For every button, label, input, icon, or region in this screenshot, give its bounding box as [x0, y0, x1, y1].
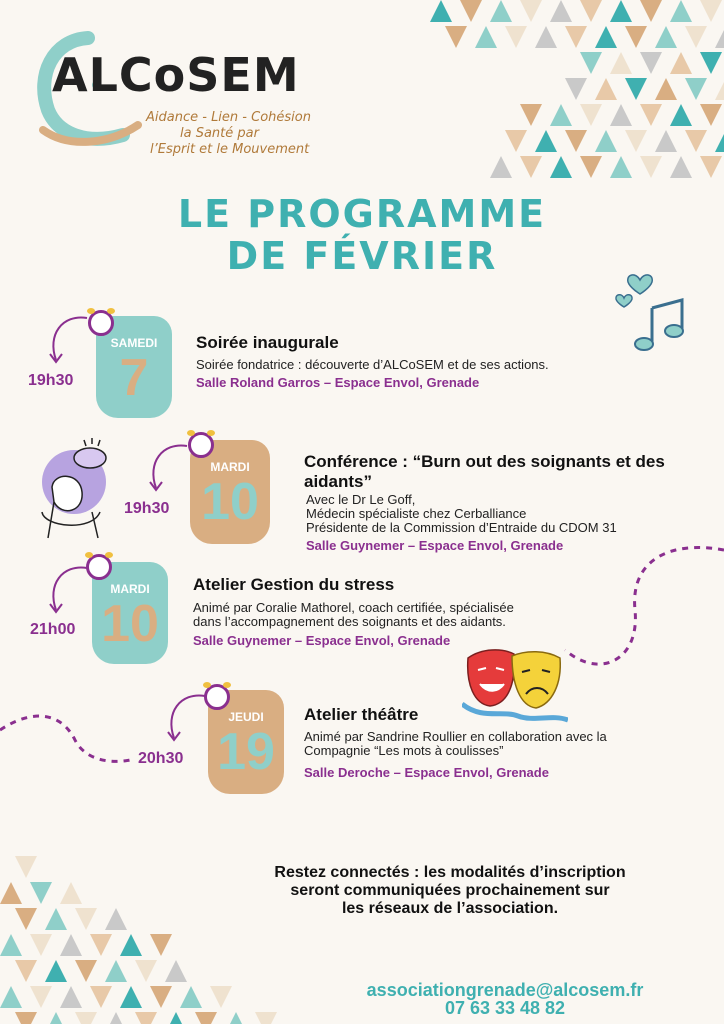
logo-tagline-3: l’Esprit et le Mouvement	[150, 142, 310, 157]
triangle-shape	[15, 960, 37, 982]
triangle-shape	[120, 934, 142, 956]
triangle-shape	[0, 882, 22, 904]
triangle-shape	[610, 104, 632, 126]
triangle-shape	[15, 1012, 37, 1024]
calendar-num: 10	[101, 595, 159, 653]
triangle-shape	[565, 78, 587, 100]
triangle-shape	[565, 26, 587, 48]
triangle-shape	[625, 130, 647, 152]
triangle-shape	[430, 0, 452, 22]
triangle-shape	[255, 1012, 277, 1024]
triangle-shape	[535, 26, 557, 48]
event-desc-2: dans l’accompagnement des soignants et des aidants.	[193, 614, 506, 629]
triangle-shape	[700, 0, 722, 22]
triangle-shape	[520, 156, 542, 178]
triangle-shape	[685, 78, 707, 100]
alarm-clock-icon	[204, 684, 230, 710]
event-location: Salle Guynemer – Espace Envol, Grenade	[306, 538, 564, 553]
footer-text-2: seront communiquées prochainement sur	[290, 882, 610, 899]
event-time: 21h00	[30, 621, 76, 638]
calendar-num: 19	[217, 723, 275, 781]
triangle-shape	[640, 0, 662, 22]
triangle-shape	[520, 104, 542, 126]
calendar-num: 10	[201, 473, 259, 531]
footer-text-1: Restez connectés : les modalités d’inscription	[274, 864, 626, 881]
event-desc-1: Animé par Sandrine Roullier en collaboration avec la	[304, 729, 607, 744]
triangle-shape	[135, 960, 157, 982]
triangle-shape	[670, 104, 692, 126]
dotted-line-decoration	[560, 540, 724, 690]
triangle-shape	[15, 856, 37, 878]
arrow-icon	[142, 438, 192, 498]
calendar-day: SAMEDI	[110, 336, 158, 350]
alarm-clock-icon	[86, 554, 112, 580]
triangle-shape	[670, 52, 692, 74]
event-desc-1: Avec le Dr Le Goff,	[306, 492, 416, 507]
triangle-shape	[625, 26, 647, 48]
event-time: 19h30	[28, 372, 74, 389]
triangle-shape	[180, 986, 202, 1008]
triangle-shape	[595, 78, 617, 100]
triangle-shape	[580, 104, 602, 126]
triangle-shape	[0, 934, 22, 956]
triangle-shape	[565, 130, 587, 152]
event-desc-2: Médecin spécialiste chez Cerballiance	[306, 506, 527, 521]
triangle-shape	[715, 78, 724, 100]
triangle-shape	[640, 156, 662, 178]
contact-phone[interactable]: 07 63 33 48 82	[444, 998, 566, 1018]
event-desc: Soirée fondatrice : découverte d’ALCoSEM et de ses actions.	[196, 357, 549, 372]
stressed-person-icon	[32, 432, 114, 542]
triangle-shape	[550, 0, 572, 22]
triangle-shape	[60, 882, 82, 904]
triangle-shape	[60, 986, 82, 1008]
triangle-shape	[655, 78, 677, 100]
calendar-day: JEUDI	[228, 710, 264, 724]
triangle-shape	[490, 0, 512, 22]
triangle-shape	[670, 0, 692, 22]
triangle-shape	[670, 156, 692, 178]
triangle-shape	[45, 960, 67, 982]
triangle-shape	[505, 130, 527, 152]
triangle-shape	[445, 26, 467, 48]
triangle-shape	[0, 986, 22, 1008]
triangle-shape	[45, 1012, 67, 1024]
triangle-shape	[655, 26, 677, 48]
arrow-icon	[160, 688, 210, 748]
triangle-shape	[550, 104, 572, 126]
triangle-shape	[45, 908, 67, 930]
triangle-pattern-top-right	[430, 0, 724, 180]
music-note-hearts-icon	[612, 268, 692, 358]
event-location: Salle Deroche – Espace Envol, Grenade	[304, 765, 549, 780]
calendar-day: MARDI	[210, 460, 250, 474]
triangle-shape	[715, 130, 724, 152]
page-title-line-1: LE PROGRAMME	[177, 192, 547, 236]
logo-tagline-1: Aidance - Lien - Cohésion	[146, 110, 311, 125]
logo-tagline-2: la Santé par	[180, 126, 259, 141]
triangle-shape	[610, 52, 632, 74]
triangle-shape	[135, 1012, 157, 1024]
event-location: Salle Roland Garros – Espace Envol, Grenade	[196, 375, 480, 390]
triangle-shape	[640, 52, 662, 74]
event-title: Conférence : “Burn out des soignants et des aidants”	[304, 452, 665, 491]
event-title: Soirée inaugurale	[196, 333, 339, 352]
triangle-shape	[655, 130, 677, 152]
triangle-shape	[625, 78, 647, 100]
footer-text-3: les réseaux de l’association.	[341, 900, 559, 917]
triangle-shape	[610, 156, 632, 178]
event-desc-3: Présidente de la Commission d’Entraide du CDOM 31	[306, 520, 617, 535]
triangle-shape	[580, 52, 602, 74]
triangle-shape	[460, 0, 482, 22]
arrow-icon	[42, 560, 92, 620]
triangle-shape	[105, 1012, 127, 1024]
triangle-shape	[15, 908, 37, 930]
triangle-shape	[700, 156, 722, 178]
triangle-shape	[30, 986, 52, 1008]
event-time: 19h30	[124, 500, 170, 517]
triangle-shape	[685, 130, 707, 152]
dotted-line-decoration	[0, 700, 130, 780]
event-desc-1: Animé par Coralie Mathorel, coach certifiée, spécialisée	[193, 600, 514, 615]
triangle-shape	[120, 986, 142, 1008]
triangle-pattern-bottom-left	[0, 830, 300, 1024]
triangle-shape	[210, 986, 232, 1008]
contact-email[interactable]: associationgrenade@alcosem.fr	[366, 980, 644, 1000]
event-title: Atelier Gestion du stress	[193, 575, 395, 594]
triangle-shape	[165, 1012, 187, 1024]
triangle-shape	[75, 1012, 97, 1024]
triangle-shape	[700, 52, 722, 74]
triangle-shape	[475, 26, 497, 48]
event-location: Salle Guynemer – Espace Envol, Grenade	[193, 633, 451, 648]
triangle-shape	[580, 156, 602, 178]
triangle-shape	[490, 156, 512, 178]
theatre-masks-icon	[462, 644, 568, 724]
calendar-day: MARDI	[110, 582, 150, 596]
arrow-icon	[42, 310, 92, 370]
triangle-shape	[150, 986, 172, 1008]
triangle-shape	[715, 26, 724, 48]
page-title-line-2: DE FÉVRIER	[226, 234, 498, 278]
event-time: 20h30	[138, 750, 184, 767]
triangle-shape	[700, 104, 722, 126]
triangle-shape	[60, 934, 82, 956]
triangle-shape	[505, 26, 527, 48]
triangle-shape	[105, 908, 127, 930]
triangle-shape	[535, 130, 557, 152]
triangle-shape	[75, 960, 97, 982]
triangle-shape	[75, 908, 97, 930]
event-desc-2: Compagnie “Les mots à coulisses”	[304, 743, 504, 758]
triangle-shape	[150, 934, 172, 956]
triangle-shape	[550, 156, 572, 178]
event-title: Atelier théâtre	[304, 705, 419, 724]
alarm-clock-icon	[88, 310, 114, 336]
triangle-shape	[105, 960, 127, 982]
logo-name: ALCoSEM	[52, 48, 300, 102]
triangle-shape	[595, 26, 617, 48]
calendar-num: 7	[119, 349, 149, 407]
triangle-shape	[90, 986, 112, 1008]
triangle-shape	[90, 934, 112, 956]
triangle-shape	[225, 1012, 247, 1024]
triangle-shape	[165, 960, 187, 982]
triangle-shape	[640, 104, 662, 126]
triangle-shape	[520, 0, 542, 22]
triangle-shape	[30, 882, 52, 904]
triangle-shape	[580, 0, 602, 22]
triangle-shape	[30, 934, 52, 956]
triangle-shape	[195, 1012, 217, 1024]
triangle-shape	[610, 0, 632, 22]
alarm-clock-icon	[188, 432, 214, 458]
triangle-shape	[595, 130, 617, 152]
triangle-shape	[685, 26, 707, 48]
